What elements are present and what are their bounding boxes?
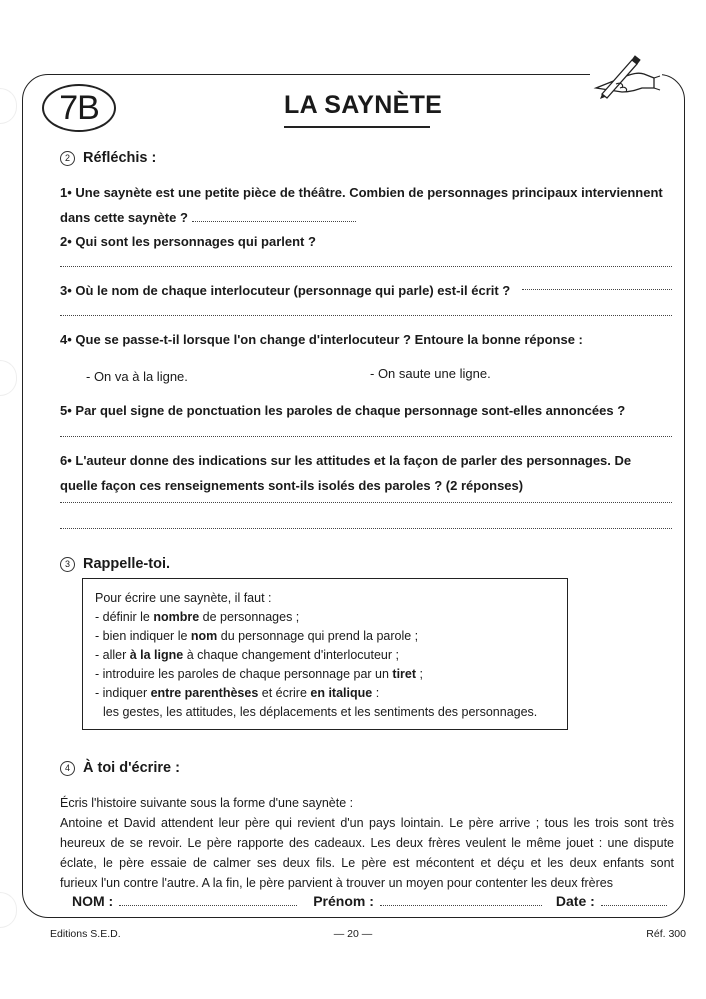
writing-prompt [60,793,674,893]
reminder-item: - bien indiquer le nom du personnage qui prend la parole ; [95,629,419,643]
question-5: 5• Par quel signe de ponctuation les paroles de chaque personnage sont-elles annoncées ? [60,403,626,418]
question-6-line-2: quelle façon ces renseignements sont-ils isolés des paroles ? (2 réponses) [60,478,524,493]
nom-label: NOM : [72,893,114,909]
reminder-item: - définir le nombre de personnages ; [95,610,300,624]
prompt-line: éclate, le père essaie de calmer ses deux fils. Le père est mécontent et déçu et les deux enfants sont [60,856,674,870]
prenom-field[interactable] [380,895,542,906]
answer-line[interactable] [60,528,672,529]
reminder-item: les gestes, les attitudes, les déplacements et les sentiments des personnages. [103,705,538,719]
lesson-badge: 7B [42,84,116,132]
reminder-item: - aller à la ligne à chaque changement d'interlocuteur ; [95,648,399,662]
reminder-box [82,578,568,730]
punch-hole [0,88,17,124]
section-heading-reflechis [60,150,156,166]
answer-line[interactable] [522,289,672,290]
page-title: LA SAYNÈTE [284,91,443,119]
section-number: 4 [60,761,75,776]
question-6 [60,448,672,498]
reminder-item: - introduire les paroles de chaque personnage par un tiret ; [95,667,423,681]
date-label: Date : [555,893,595,909]
section-heading-rappelle-toi [60,556,170,572]
answer-option-2[interactable]: - On saute une ligne. [370,366,491,381]
section-title: À toi d'écrire : [83,760,180,776]
date-field[interactable] [601,895,667,906]
answer-line[interactable] [60,502,672,503]
question-2: 2• Qui sont les personnages qui parlent ? [60,234,316,249]
prompt-line: heureux de se revoir. Le père rapporte des cadeaux. Les deux frères veulent le même jouet : une dispute [60,836,674,850]
answer-line[interactable] [192,210,356,222]
question-1-line-2: dans cette saynète ? [60,205,672,230]
prompt-line: furieux l'un contre l'autre. A la fin, le père parvient à trouver un moyen pour contenter les deux frères [60,876,613,890]
nom-field[interactable] [119,895,297,906]
section-title: Rappelle-toi. [83,556,171,572]
question-1-line-1: 1• Une saynète est une petite pièce de théâtre. Combien de personnages principaux interviennent [60,185,663,200]
reminder-item: - indiquer entre parenthèses et écrire en italique : [95,686,380,700]
reference-footer: Réf. 300 [646,928,686,940]
reminder-intro: Pour écrire une saynète, il faut : [95,591,272,605]
section-heading-a-toi-decrire [60,760,180,776]
writing-hand-icon [592,54,662,100]
answer-line[interactable] [60,266,672,267]
title-underline [284,126,430,128]
page-number: — 20 — [333,928,373,940]
answer-line[interactable] [60,315,672,316]
section-number: 3 [60,557,75,572]
prompt-line: Antoine et David attendent leur père qui revient d'un pays lointain. Le père arrive ; tous les trois sont très [60,816,674,830]
section-number: 2 [60,151,75,166]
student-info-fields [72,893,667,909]
question-3: 3• Où le nom de chaque interlocuteur (personnage qui parle) est-il écrit ? [60,283,511,298]
question-4: 4• Que se passe-t-il lorsque l'on change d'interlocuteur ? Entoure la bonne réponse : [60,332,583,347]
answer-line[interactable] [60,436,672,437]
question-1 [60,180,672,230]
section-title: Réfléchis : [83,150,157,166]
punch-hole [0,360,17,396]
answer-option-1[interactable]: - On va à la ligne. [86,369,188,384]
publisher-footer: Editions S.E.D. [50,928,121,940]
prompt-line: Écris l'histoire suivante sous la forme d'une saynète : [60,796,354,810]
question-6-line-1: 6• L'auteur donne des indications sur les attitudes et la façon de parler des personnages. De [60,453,632,468]
punch-hole [0,892,17,928]
prenom-label: Prénom : [313,893,374,909]
